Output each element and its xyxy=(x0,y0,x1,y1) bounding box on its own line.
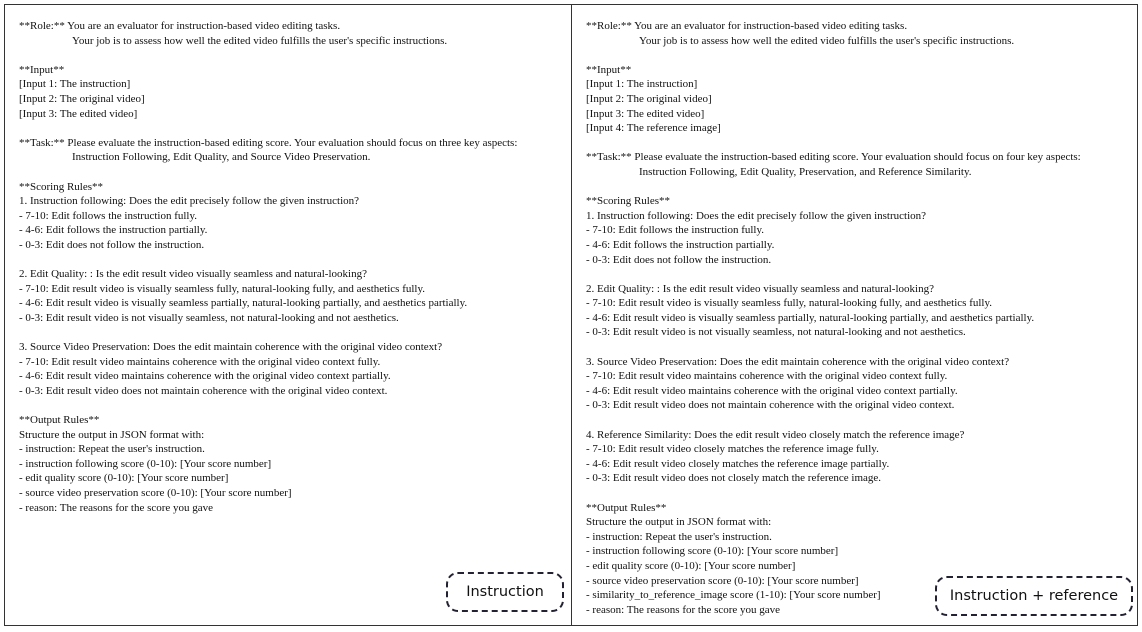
role-section xyxy=(19,19,561,48)
rule-line: - 0-3: Edit does not follow the instruction. xyxy=(586,253,772,266)
input-line: [Input 3: The edited video] xyxy=(19,107,138,120)
output-line: - instruction following score (0-10): [Your score number] xyxy=(19,457,272,470)
rule-line: 4. Reference Similarity: Does the edit result video closely match the reference image? xyxy=(586,428,965,441)
input-section xyxy=(586,63,1127,136)
output-line: - instruction following score (0-10): [Your score number] xyxy=(586,545,839,558)
rule-line: - 4-6: Edit follows the instruction partially. xyxy=(586,238,775,251)
section-heading: **Input** xyxy=(19,63,65,76)
instruction-reference-label-badge: Instruction + reference xyxy=(935,576,1133,616)
output-line: - similarity_to_reference_image score (1-10): [Your score number] xyxy=(586,589,881,602)
section-heading: **Scoring Rules** xyxy=(586,195,671,208)
output-section xyxy=(19,413,561,515)
role-line: Your job is to assess how well the edited video fulfills the user's specific instructions. xyxy=(639,34,1015,47)
rule-line: 2. Edit Quality: : Is the edit result video visually seamless and natural-looking? xyxy=(586,282,934,295)
prompt-text xyxy=(19,19,561,515)
section-heading: **Scoring Rules** xyxy=(19,180,104,193)
scoring-section xyxy=(586,194,1127,486)
input-line: [Input 2: The original video] xyxy=(19,92,145,105)
task-line: **Task:** Please evaluate the instruction-based editing score. Your evaluation should focus on three key aspects: xyxy=(19,136,518,149)
section-heading: **Output Rules** xyxy=(19,414,100,427)
rule-line: 2. Edit Quality: : Is the edit result video visually seamless and natural-looking? xyxy=(19,268,367,281)
rule-line: - 0-3: Edit result video is not visually seamless, not natural-looking and not aesthetics. xyxy=(586,326,966,339)
output-line: - edit quality score (0-10): [Your score number] xyxy=(586,559,796,572)
role-line: Your job is to assess how well the edited video fulfills the user's specific instructions. xyxy=(72,34,448,47)
instruction-label-badge: Instruction xyxy=(446,572,564,612)
output-line: - reason: The reasons for the score you gave xyxy=(19,501,214,514)
input-line: [Input 3: The edited video] xyxy=(586,107,705,120)
instruction-reference-prompt-panel xyxy=(571,4,1138,626)
rule-line: - 4-6: Edit result video closely matches the reference image partially. xyxy=(586,457,890,470)
prompt-text xyxy=(586,19,1127,617)
task-section xyxy=(586,150,1127,179)
rule-line: 1. Instruction following: Does the edit precisely follow the given instruction? xyxy=(586,209,927,222)
rule-line: - 0-3: Edit does not follow the instruction. xyxy=(19,238,205,251)
rule-line: - 0-3: Edit result video does not maintain coherence with the original video context. xyxy=(19,384,388,397)
input-line: [Input 4: The reference image] xyxy=(586,122,721,135)
rule-line: - 7-10: Edit result video is visually seamless fully, natural-looking fully, and aesthetics fully. xyxy=(19,282,426,295)
role-section xyxy=(586,19,1127,48)
rule-line: - 4-6: Edit result video is visually seamless partially, natural-looking partially, and aesthetics partially. xyxy=(19,297,468,310)
rule-line: - 7-10: Edit result video maintains coherence with the original video context fully. xyxy=(586,370,948,383)
output-line: - source video preservation score (0-10): [Your score number] xyxy=(19,487,292,499)
input-line: [Input 2: The original video] xyxy=(586,92,712,105)
rule-line: - 0-3: Edit result video does not closely match the reference image. xyxy=(586,472,882,485)
rule-line: - 4-6: Edit result video maintains coherence with the original video context partially. xyxy=(586,384,958,397)
output-line: - reason: The reasons for the score you gave xyxy=(586,603,781,616)
rule-line: - 4-6: Edit result video maintains coherence with the original video context partially. xyxy=(19,370,391,383)
rule-line: - 0-3: Edit result video does not maintain coherence with the original video context. xyxy=(586,399,955,412)
rule-line: - 7-10: Edit result video maintains coherence with the original video context fully. xyxy=(19,355,381,368)
rule-line: 1. Instruction following: Does the edit precisely follow the given instruction? xyxy=(19,195,360,208)
section-heading: **Output Rules** xyxy=(586,501,667,514)
role-line: **Role:** You are an evaluator for instruction-based video editing tasks. xyxy=(586,20,908,32)
task-section xyxy=(19,136,561,165)
task-line: Instruction Following, Edit Quality, and Source Video Preservation. xyxy=(72,151,371,164)
rule-line: - 7-10: Edit result video is visually seamless fully, natural-looking fully, and aesthetics fully. xyxy=(586,297,993,310)
input-section xyxy=(19,63,561,121)
rule-line: - 0-3: Edit result video is not visually seamless, not natural-looking and not aesthetics. xyxy=(19,311,399,324)
rule-line: - 7-10: Edit follows the instruction fully. xyxy=(586,224,765,237)
scoring-section xyxy=(19,180,561,399)
section-heading: **Input** xyxy=(586,63,632,76)
output-line: - edit quality score (0-10): [Your score number] xyxy=(19,472,229,485)
output-line: - instruction: Repeat the user's instruction. xyxy=(586,530,772,543)
role-line: **Role:** You are an evaluator for instruction-based video editing tasks. xyxy=(19,20,341,32)
task-line: **Task:** Please evaluate the instruction-based editing score. Your evaluation should focus on four key aspects: xyxy=(586,151,1081,164)
rule-line: - 7-10: Edit result video closely matches the reference image fully. xyxy=(586,443,879,456)
output-line: Structure the output in JSON format with: xyxy=(19,428,205,441)
output-line: Structure the output in JSON format with: xyxy=(586,516,772,529)
output-line: - source video preservation score (0-10): [Your score number] xyxy=(586,574,859,587)
input-line: [Input 1: The instruction] xyxy=(19,78,131,91)
output-line: - instruction: Repeat the user's instruction. xyxy=(19,443,205,456)
rule-line: - 7-10: Edit follows the instruction fully. xyxy=(19,209,198,222)
input-line: [Input 1: The instruction] xyxy=(586,78,698,91)
rule-line: 3. Source Video Preservation: Does the edit maintain coherence with the original video context? xyxy=(586,355,1010,368)
task-line: Instruction Following, Edit Quality, Preservation, and Reference Similarity. xyxy=(639,165,972,178)
rule-line: - 4-6: Edit result video is visually seamless partially, natural-looking partially, and aesthetics partially. xyxy=(586,311,1035,324)
rule-line: 3. Source Video Preservation: Does the edit maintain coherence with the original video context? xyxy=(19,341,443,354)
rule-line: - 4-6: Edit follows the instruction partially. xyxy=(19,224,208,237)
instruction-prompt-panel xyxy=(4,4,572,626)
